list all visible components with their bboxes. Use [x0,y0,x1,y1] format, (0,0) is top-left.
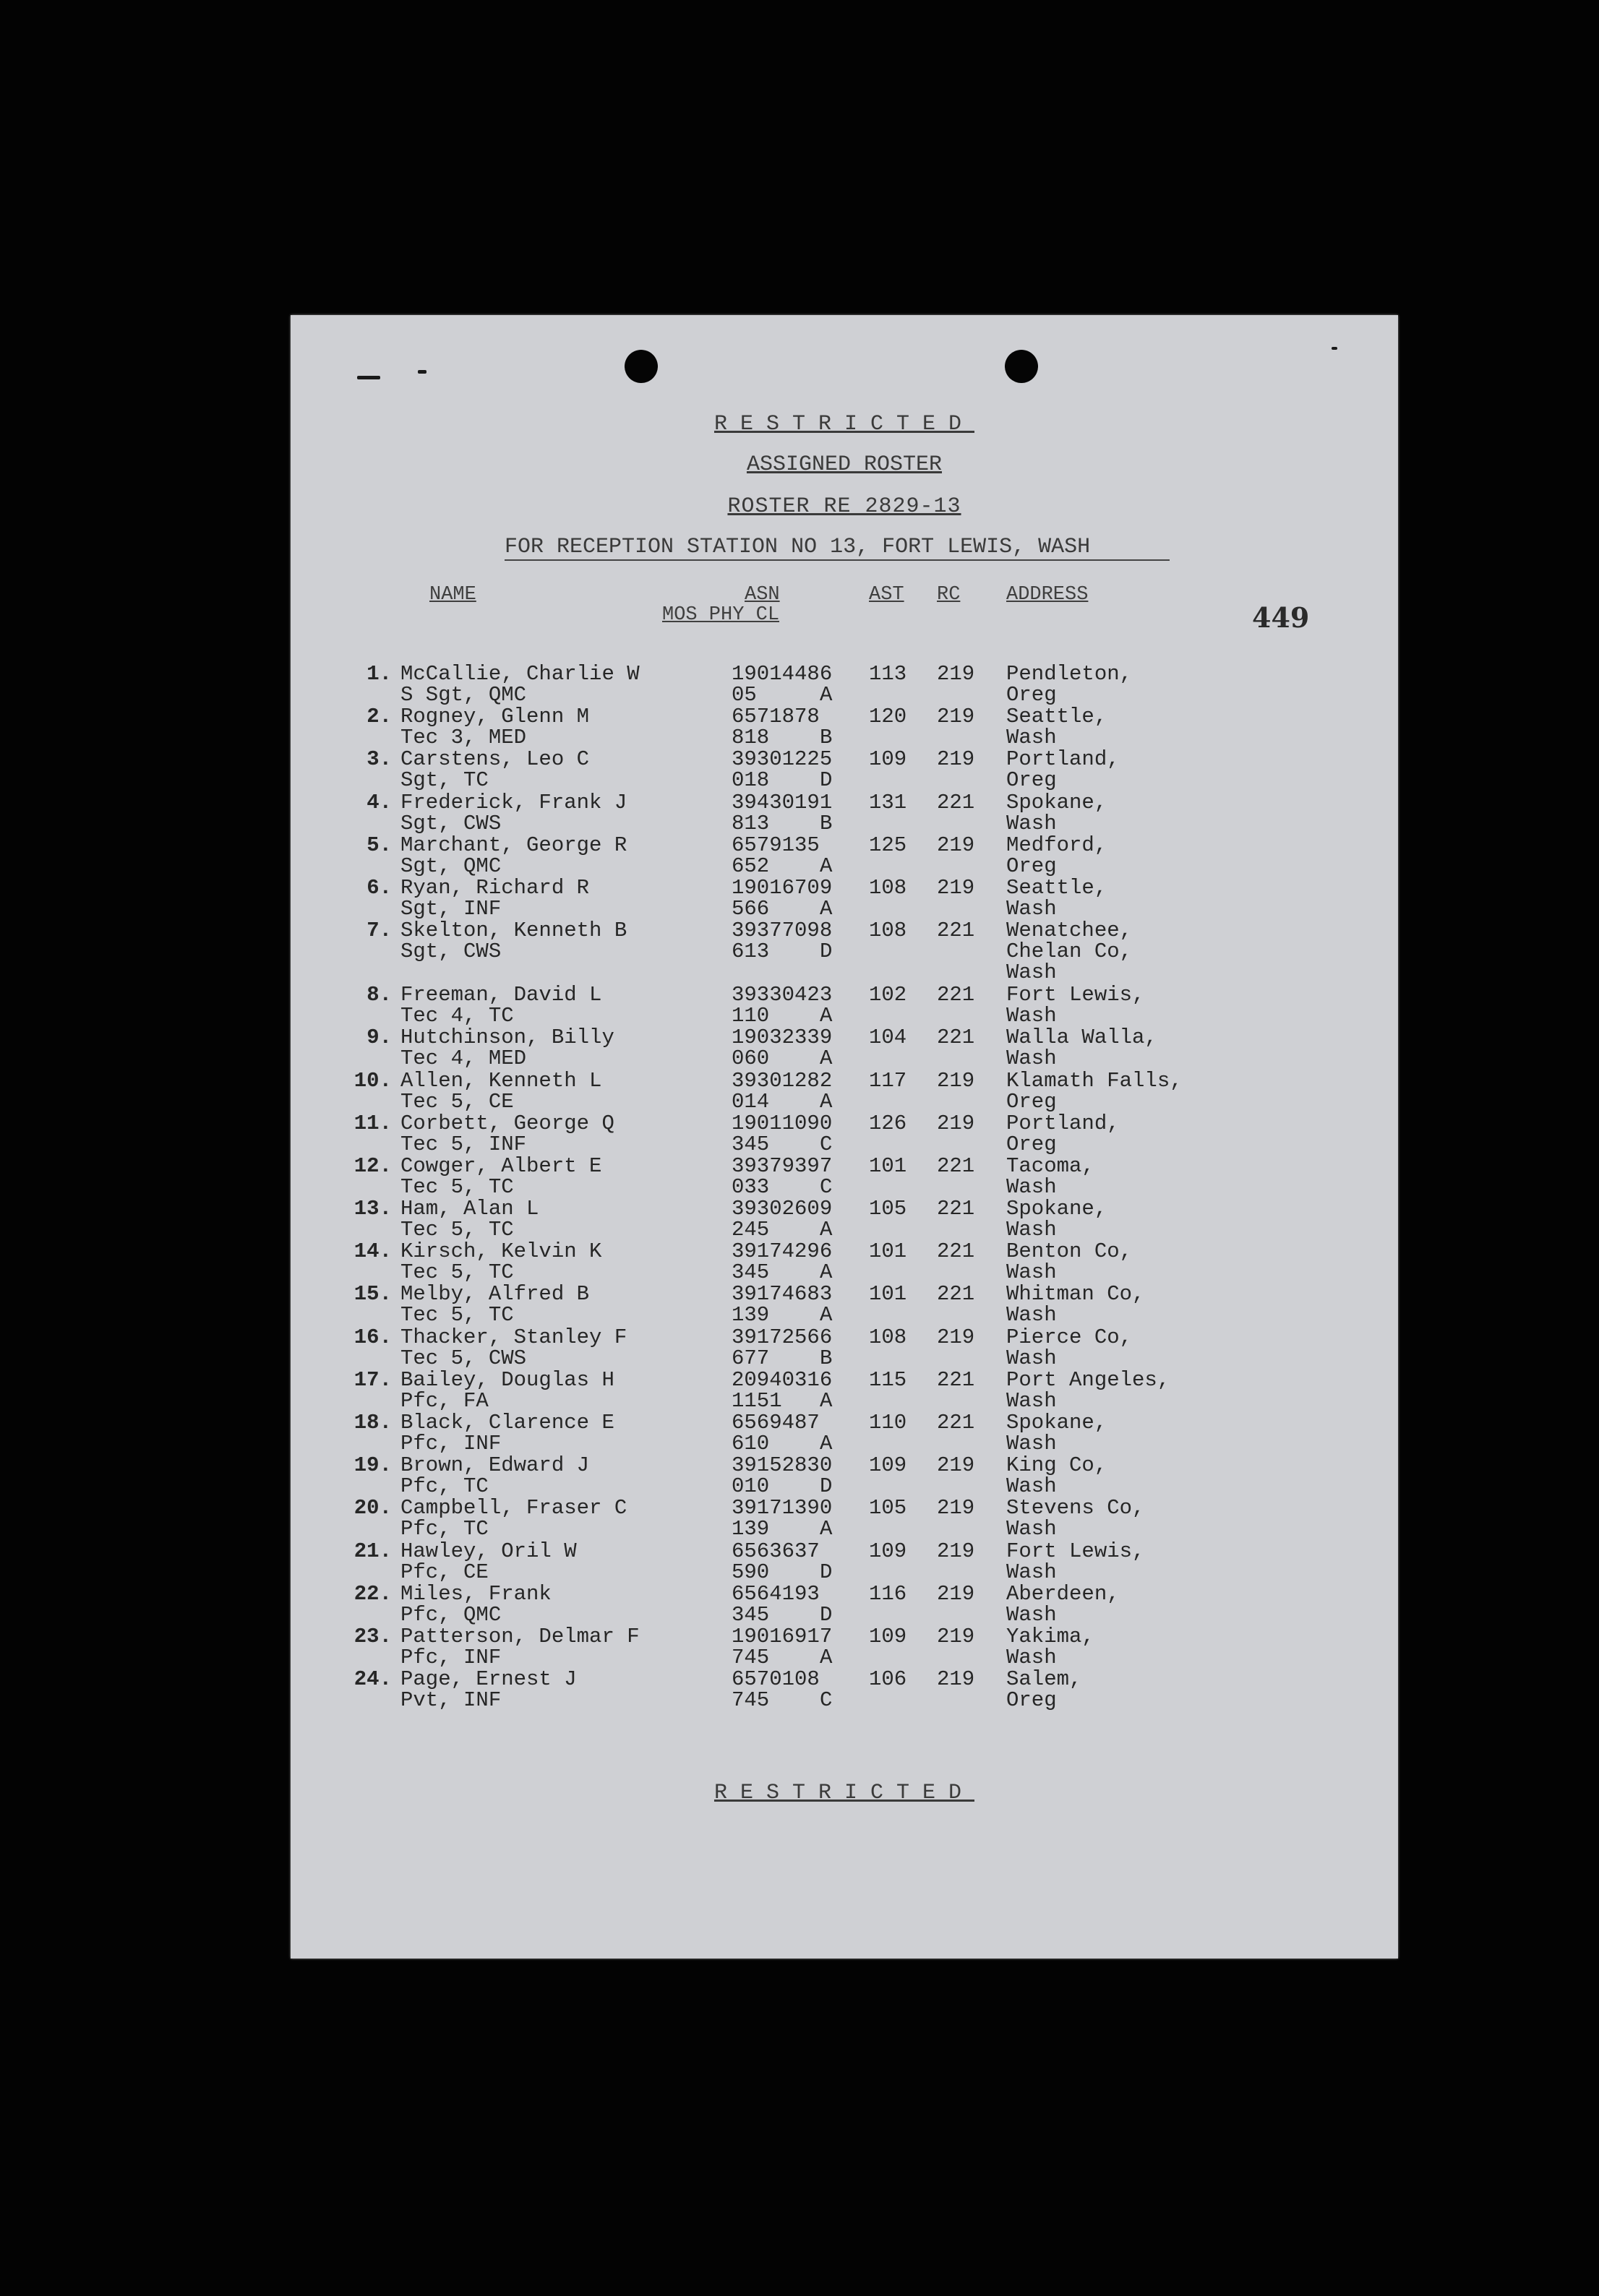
roster-entry [291,1327,1398,1370]
entry-number: 6. [366,875,392,900]
entry-rank: Tec 5, TC [400,1218,514,1242]
roster-entry [291,1113,1398,1156]
entry-ast: 131 [869,790,907,814]
entry-address-line1: Portland, [1006,1111,1120,1135]
entry-asn: 6579135 [732,833,820,857]
entry-name: Freeman, David L [400,983,602,1007]
entry-name: Brown, Edward J [400,1453,590,1478]
entry-name: Patterson, Delmar F [400,1624,640,1648]
entry-name: Rogney, Glenn M [400,705,590,729]
entry-name: Hutchinson, Billy [400,1026,614,1050]
entry-address-line2: Oreg [1006,1089,1057,1114]
entry-name: Skelton, Kenneth B [400,919,627,943]
entry-address-line1: Pierce Co, [1006,1325,1133,1349]
entry-phy-cl: D [820,1602,833,1627]
entry-number: 20. [353,1496,392,1521]
roster-entry [291,1541,1398,1583]
roster-entry [291,749,1398,791]
entry-rank: Tec 5, INF [400,1132,527,1156]
entry-mos: 745 [732,1688,770,1713]
entry-phy-cl: C [820,1132,833,1156]
entry-mos: 245 [732,1218,770,1242]
entry-phy-cl: A [820,1089,833,1114]
entry-phy-cl: D [820,768,833,793]
roster-entry [291,1027,1398,1070]
roster-entry [291,1070,1398,1113]
entry-rc: 221 [937,790,975,814]
col-header-name: NAME [429,584,476,606]
entry-name: Marchant, George R [400,833,627,857]
entry-phy-cl: A [820,1517,833,1542]
entry-address-line1: Benton Co, [1006,1239,1133,1264]
entry-name: Cowger, Albert E [400,1153,602,1178]
entry-address-line2: Oreg [1006,1688,1057,1713]
entry-address-line2: Wash [1006,1432,1057,1456]
entry-address-line2: Wash [1006,1174,1057,1199]
entry-number: 16. [353,1325,392,1349]
entry-rc: 221 [937,1153,975,1178]
entry-rank: Pfc, INF [400,1645,502,1669]
entry-mos: 677 [732,1346,770,1370]
entry-name: Carstens, Leo C [400,747,590,772]
entry-number: 4. [366,790,392,814]
roster-entry [291,835,1398,877]
roster-entry [291,1367,1398,1413]
entry-rank: Pfc, INF [400,1432,502,1456]
roster-entry [291,706,1398,749]
entry-address-line1: Wenatchee, [1006,919,1133,943]
col-header-address: ADDRESS [1006,584,1089,606]
entry-rc: 219 [937,1496,975,1521]
roster-entry [291,1198,1398,1241]
entry-name: McCallie, Charlie W [400,662,640,686]
entry-address-line2: Oreg [1006,854,1057,878]
entry-phy-cl: D [820,940,833,964]
roster-entry [291,1412,1398,1455]
entry-phy-cl: A [820,1303,833,1328]
roster-entry [291,1583,1398,1626]
entry-ast: 126 [869,1111,907,1135]
entry-number: 1. [366,662,392,686]
entry-address-line2: Wash [1006,1346,1057,1370]
roster-entry [291,1669,1398,1711]
entry-rank: Sgt, CWS [400,940,502,964]
entry-number: 2. [366,705,392,729]
entry-ast: 109 [869,1539,907,1563]
entry-phy-cl: B [820,811,833,835]
entry-rank: Sgt, TC [400,768,489,793]
entry-asn: 39430191 [732,790,833,814]
entry-rank: S Sgt, QMC [400,683,527,707]
entry-number: 10. [353,1068,392,1093]
entry-rank: Tec 4, TC [400,1004,514,1028]
entry-rc: 219 [937,1453,975,1478]
entry-address-line2: Wash [1006,1218,1057,1242]
entry-number: 12. [353,1153,392,1178]
entry-number: 5. [366,833,392,857]
entry-address-line2: Wash [1006,1560,1057,1584]
entry-rank: Tec 5, TC [400,1260,514,1285]
entry-mos: 745 [732,1645,770,1669]
entry-address-line2: Wash [1006,1602,1057,1627]
entry-ast: 120 [869,705,907,729]
entry-ast: 117 [869,1068,907,1093]
entry-name: Melby, Alfred B [400,1282,590,1307]
entry-asn: 19016709 [732,875,833,900]
entry-address-line2: Wash [1006,1260,1057,1285]
entry-ast: 105 [869,1496,907,1521]
entry-mos: 139 [732,1303,770,1328]
entry-phy-cl: D [820,1560,833,1584]
entry-number: 17. [353,1367,392,1392]
entry-name: Frederick, Frank J [400,790,627,814]
entry-rc: 219 [937,1581,975,1606]
entry-mos: 060 [732,1046,770,1071]
roster-type-title: ASSIGNED ROSTER [746,452,943,477]
punch-hole-right [1005,350,1038,383]
entry-number: 21. [353,1539,392,1563]
col-header-rc: RC [937,584,961,606]
roster-entry [291,1626,1398,1669]
entry-ast: 115 [869,1367,907,1392]
entry-address-line1: Whitman Co, [1006,1282,1145,1307]
entry-address-line1: Spokane, [1006,1197,1107,1221]
entry-phy-cl: A [820,1004,833,1028]
entry-name: Campbell, Fraser C [400,1496,627,1521]
entry-asn: 6564193 [732,1581,820,1606]
entry-mos: 110 [732,1004,770,1028]
roster-number: ROSTER RE 2829-13 [727,494,961,519]
entry-ast: 125 [869,833,907,857]
entry-address-line1: Fort Lewis, [1006,1539,1145,1563]
entry-asn: 6569487 [732,1411,820,1435]
entry-rc: 219 [937,1111,975,1135]
roster-entry [291,1455,1398,1497]
entry-address-line1: Seattle, [1006,875,1107,900]
entry-number: 23. [353,1624,392,1648]
entry-asn: 39377098 [732,919,833,943]
entry-address-line1: Tacoma, [1006,1153,1094,1178]
entry-name: Bailey, Douglas H [400,1367,614,1392]
entry-ast: 110 [869,1411,907,1435]
entry-address-line3: Wash [1006,960,1057,985]
entry-address-line1: Klamath Falls, [1006,1068,1183,1093]
entry-address-line1: Walla Walla, [1006,1026,1157,1050]
entry-ast: 108 [869,1325,907,1349]
entry-phy-cl: B [820,726,833,750]
entry-mos: 613 [732,940,770,964]
entry-address-line1: Salem, [1006,1667,1082,1692]
entry-phy-cl: C [820,1174,833,1199]
entry-address-line1: Aberdeen, [1006,1581,1120,1606]
entry-rc: 219 [937,662,975,686]
roster-list [291,663,1398,1711]
entry-number: 3. [366,747,392,772]
entry-number: 9. [366,1026,392,1050]
station-line: FOR RECEPTION STATION NO 13, FORT LEWIS, WASH [505,535,1199,559]
entry-rank: Sgt, INF [400,896,502,921]
entry-ast: 102 [869,983,907,1007]
entry-name: Corbett, George Q [400,1111,614,1135]
entry-rc: 219 [937,747,975,772]
entry-rc: 219 [937,1624,975,1648]
entry-address-line1: Pendleton, [1006,662,1133,686]
roster-entry [291,1497,1398,1540]
entry-asn: 39301225 [732,747,833,772]
entry-address-line2: Wash [1006,1645,1057,1669]
entry-rc: 219 [937,1539,975,1563]
entry-mos: 818 [732,726,770,750]
entry-number: 19. [353,1453,392,1478]
entry-rank: Sgt, QMC [400,854,502,878]
entry-rc: 219 [937,833,975,857]
entry-ast: 101 [869,1282,907,1307]
entry-name: Ryan, Richard R [400,875,590,900]
entry-rank: Pfc, TC [400,1517,489,1542]
entry-rank: Pfc, QMC [400,1602,502,1627]
roster-entry [291,663,1398,706]
entry-rank: Tec 5, CWS [400,1346,527,1370]
entry-address-line2: Wash [1006,1004,1057,1028]
entry-address-line1: Stevens Co, [1006,1496,1145,1521]
entry-address-line1: Medford, [1006,833,1107,857]
entry-rank: Tec 4, MED [400,1046,527,1071]
entry-ast: 113 [869,662,907,686]
entry-asn: 39302609 [732,1197,833,1221]
col-header-asn: ASN [745,584,780,606]
entry-address-line2: Wash [1006,1474,1057,1499]
entry-number: 7. [366,919,392,943]
entry-phy-cl: A [820,854,833,878]
entry-asn: 39301282 [732,1068,833,1093]
entry-mos: 590 [732,1560,770,1584]
entry-name: Page, Ernest J [400,1667,577,1692]
entry-address-line2: Oreg [1006,1132,1057,1156]
entry-address-line1: Spokane, [1006,1411,1107,1435]
entry-rc: 219 [937,1325,975,1349]
entry-address-line2: Wash [1006,1046,1057,1071]
entry-rank: Tec 5, TC [400,1174,514,1199]
entry-asn: 19016917 [732,1624,833,1648]
entry-rank: Sgt, CWS [400,811,502,835]
roster-entry [291,877,1398,920]
entry-ast: 109 [869,747,907,772]
entry-address-line2: Wash [1006,1303,1057,1328]
entry-address-line2: Wash [1006,1388,1057,1413]
entry-mos: 010 [732,1474,770,1499]
entry-asn: 19014486 [732,662,833,686]
entry-address-line1: Portland, [1006,747,1120,772]
entry-ast: 106 [869,1667,907,1692]
entry-phy-cl: A [820,1046,833,1071]
entry-rc: 221 [937,1239,975,1264]
roster-entry [291,1153,1398,1199]
roster-entry [291,1284,1398,1326]
punch-hole-left [625,350,658,383]
entry-asn: 39379397 [732,1153,833,1178]
entry-asn: 39171390 [732,1496,833,1521]
entry-phy-cl: A [820,1432,833,1456]
roster-entry [291,984,1398,1027]
entry-rank: Pfc, CE [400,1560,489,1584]
entry-address-line1: Fort Lewis, [1006,983,1145,1007]
entry-asn: 39152830 [732,1453,833,1478]
entry-mos: 345 [732,1260,770,1285]
entry-ast: 109 [869,1453,907,1478]
entry-number: 11. [353,1111,392,1135]
entry-phy-cl: A [820,1645,833,1669]
entry-rank: Pfc, TC [400,1474,489,1499]
classification-header: RESTRICTED [713,412,975,437]
entry-phy-cl: A [820,896,833,921]
entry-rank: Tec 5, TC [400,1303,514,1328]
entry-asn: 19011090 [732,1111,833,1135]
entry-asn: 19032339 [732,1026,833,1050]
roster-entry [291,920,1398,984]
entry-mos: 813 [732,811,770,835]
entry-ast: 101 [869,1153,907,1178]
entry-rc: 221 [937,1197,975,1221]
entry-asn: 39330423 [732,983,833,1007]
entry-phy-cl: A [820,683,833,707]
entry-address-line2: Wash [1006,811,1057,835]
entry-mos: 033 [732,1174,770,1199]
entry-address-line2: Oreg [1006,768,1057,793]
entry-rc: 221 [937,1282,975,1307]
entry-number: 18. [353,1411,392,1435]
col-header-ast: AST [869,584,904,606]
entry-asn: 6563637 [732,1539,820,1563]
entry-name: Allen, Kenneth L [400,1068,602,1093]
entry-rc: 219 [937,1068,975,1093]
entry-address-line1: King Co, [1006,1453,1107,1478]
entry-address-line2: Chelan Co, [1006,940,1133,964]
entry-rank: Pvt, INF [400,1688,502,1713]
entry-phy-cl: D [820,1474,833,1499]
col-header-mos: MOS PHY CL [662,604,780,626]
classification-footer: RESTRICTED [713,1781,975,1805]
entry-address-line2: Wash [1006,896,1057,921]
entry-asn: 6570108 [732,1667,820,1692]
entry-address-line2: Wash [1006,1517,1057,1542]
entry-ast: 105 [869,1197,907,1221]
entry-rc: 219 [937,1667,975,1692]
entry-address-line2: Wash [1006,726,1057,750]
entry-asn: 39172566 [732,1325,833,1349]
entry-asn: 6571878 [732,705,820,729]
entry-asn: 39174296 [732,1239,833,1264]
entry-rank: Pfc, FA [400,1388,489,1413]
entry-ast: 101 [869,1239,907,1264]
entry-ast: 108 [869,875,907,900]
entry-mos: 652 [732,854,770,878]
entry-rc: 221 [937,983,975,1007]
entry-name: Ham, Alan L [400,1197,539,1221]
entry-address-line1: Port Angeles, [1006,1367,1170,1392]
entry-rc: 219 [937,705,975,729]
entry-mos: 014 [732,1089,770,1114]
entry-rank: Tec 5, CE [400,1089,514,1114]
roster-entry [291,792,1398,835]
entry-mos: 610 [732,1432,770,1456]
entry-name: Thacker, Stanley F [400,1325,627,1349]
entry-phy-cl: B [820,1346,833,1370]
entry-asn: 39174683 [732,1282,833,1307]
entry-name: Black, Clarence E [400,1411,614,1435]
entry-ast: 104 [869,1026,907,1050]
entry-number: 14. [353,1239,392,1264]
entry-mos: 018 [732,768,770,793]
entry-mos: 566 [732,896,770,921]
entry-name: Hawley, Oril W [400,1539,577,1563]
entry-mos: 345 [732,1132,770,1156]
entry-mos: 05 [732,683,757,707]
entry-rc: 221 [937,1367,975,1392]
entry-phy-cl: A [820,1260,833,1285]
entry-phy-cl: A [820,1388,833,1413]
entry-ast: 116 [869,1581,907,1606]
entry-number: 13. [353,1197,392,1221]
entry-number: 24. [353,1667,392,1692]
entry-phy-cl: C [820,1688,833,1713]
entry-address-line1: Yakima, [1006,1624,1094,1648]
entry-address-line2: Oreg [1006,683,1057,707]
entry-mos: 345 [732,1602,770,1627]
entry-number: 15. [353,1282,392,1307]
roster-entry [291,1241,1398,1284]
entry-mos: 1151 [732,1388,782,1413]
document-page [291,315,1398,1959]
entry-number: 22. [353,1581,392,1606]
entry-phy-cl: A [820,1218,833,1242]
entry-ast: 109 [869,1624,907,1648]
entry-address-line1: Spokane, [1006,790,1107,814]
entry-asn: 20940316 [732,1367,833,1392]
entry-name: Miles, Frank [400,1581,552,1606]
entry-rc: 221 [937,1411,975,1435]
entry-rc: 221 [937,919,975,943]
entry-address-line1: Seattle, [1006,705,1107,729]
entry-name: Kirsch, Kelvin K [400,1239,602,1264]
entry-rc: 221 [937,1026,975,1050]
entry-mos: 139 [732,1517,770,1542]
entry-rank: Tec 3, MED [400,726,527,750]
page-number: 449 [1252,601,1310,634]
entry-number: 8. [366,983,392,1007]
entry-rc: 219 [937,875,975,900]
entry-ast: 108 [869,919,907,943]
